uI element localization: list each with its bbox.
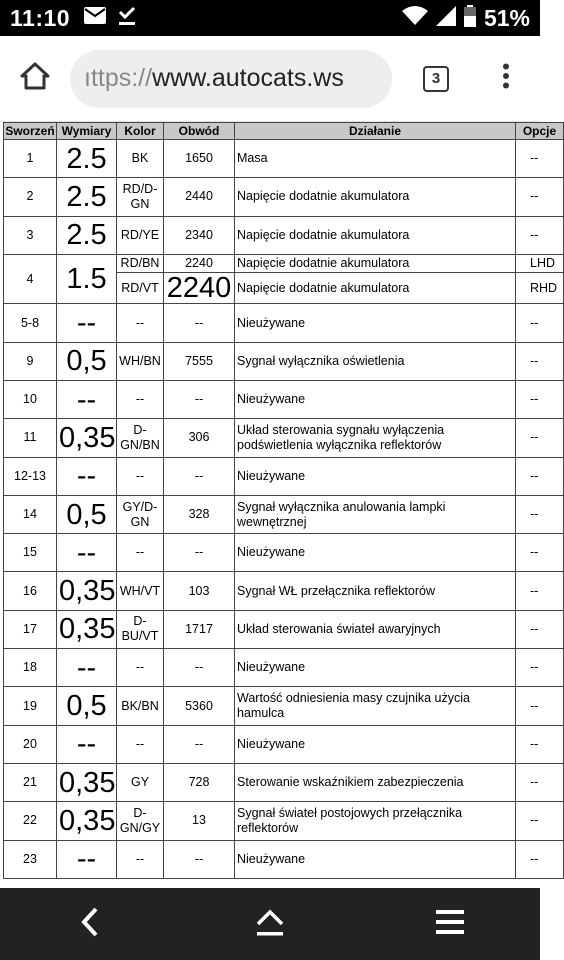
cell-function: Nieużywane: [235, 380, 516, 418]
cell-circuit: 2240: [164, 254, 235, 273]
table-row: [4, 419, 564, 457]
table-header-row: [4, 123, 564, 140]
cell-circuit: 328: [164, 495, 235, 533]
cell-pin: 12-13: [4, 457, 57, 495]
cell-circuit: 1717: [164, 610, 235, 648]
header-color: Kolor: [117, 123, 164, 140]
cell-size: 2.5: [57, 178, 117, 216]
cell-size: 0,35: [57, 802, 117, 840]
header-circuit: Obwód: [164, 123, 235, 140]
cell-size: 0,35: [57, 419, 117, 457]
battery-percent: 51%: [483, 4, 530, 31]
system-nav-bar: [0, 888, 540, 960]
status-time: 11:10: [10, 4, 71, 31]
cell-function: Sygnał wyłącznika oświetlenia: [235, 342, 516, 380]
cell-size: 0,35: [57, 572, 117, 610]
table-row: [4, 380, 564, 418]
cell-size: 2.5: [57, 140, 117, 178]
cell-pin: 3: [4, 216, 57, 254]
table-row: [4, 342, 564, 380]
cell-pin: 16: [4, 572, 57, 610]
cell-color: --: [117, 534, 164, 572]
cell-option: --: [516, 840, 564, 878]
home-button[interactable]: [0, 36, 70, 122]
cell-option: --: [516, 763, 564, 801]
cell-pin: 10: [4, 380, 57, 418]
back-icon: [80, 907, 100, 942]
cell-pin: 22: [4, 802, 57, 840]
page-content[interactable]: [0, 122, 558, 888]
nav-home-button[interactable]: [230, 888, 310, 960]
wifi-icon: [402, 6, 428, 31]
cell-option: --: [516, 687, 564, 725]
table-row: [4, 572, 564, 610]
cell-function: Nieużywane: [235, 840, 516, 878]
table-row: [4, 304, 564, 342]
cell-function: Napięcie dodatnie akumulatora: [235, 216, 516, 254]
header-options: Opcje: [516, 123, 564, 140]
table-row: [4, 687, 564, 725]
cell-circuit: 2240: [164, 273, 235, 304]
cell-circuit: --: [164, 840, 235, 878]
cell-pin: 4: [4, 254, 57, 304]
cell-color: WH/BN: [117, 342, 164, 380]
cell-option: LHD: [516, 254, 564, 273]
signal-icon: [436, 6, 456, 31]
cell-size: 0,35: [57, 610, 117, 648]
nav-menu-button[interactable]: [410, 888, 490, 960]
cell-size: 0,5: [57, 687, 117, 725]
table-row: [4, 610, 564, 648]
table-row: [4, 216, 564, 254]
cell-circuit: 2340: [164, 216, 235, 254]
cell-pin: 20: [4, 725, 57, 763]
cell-option: --: [516, 802, 564, 840]
cell-size: 2.5: [57, 216, 117, 254]
cell-option: --: [516, 140, 564, 178]
tab-switcher-button[interactable]: [396, 36, 476, 122]
cell-circuit: 5360: [164, 687, 235, 725]
cell-pin: 5-8: [4, 304, 57, 342]
cell-color: --: [117, 457, 164, 495]
pinout-table: [3, 122, 564, 879]
cell-pin: 11: [4, 419, 57, 457]
cell-color: --: [117, 840, 164, 878]
cell-size: --: [57, 457, 117, 495]
cell-circuit: 7555: [164, 342, 235, 380]
url-scheme: ıttps://: [84, 64, 153, 92]
mail-icon: [84, 7, 106, 29]
table-row: [4, 254, 564, 273]
table-row: [4, 457, 564, 495]
cell-color: RD/D-GN: [117, 178, 164, 216]
cell-circuit: --: [164, 534, 235, 572]
cell-color: --: [117, 649, 164, 687]
battery-icon: [464, 5, 476, 32]
cell-option: --: [516, 178, 564, 216]
cell-pin: 21: [4, 763, 57, 801]
tab-count: 3: [423, 66, 449, 92]
cell-option: --: [516, 216, 564, 254]
cell-function: Sygnał świateł postojowych przełącznika reflektorów: [235, 802, 516, 840]
cell-size: 0,35: [57, 763, 117, 801]
table-row: [4, 763, 564, 801]
cell-option: --: [516, 495, 564, 533]
cell-option: --: [516, 610, 564, 648]
cell-circuit: 13: [164, 802, 235, 840]
cell-function: Sygnał WŁ przełącznika reflektorów: [235, 572, 516, 610]
cell-pin: 2: [4, 178, 57, 216]
cell-pin: 23: [4, 840, 57, 878]
header-function: Działanie: [235, 123, 516, 140]
cell-size: 0,5: [57, 495, 117, 533]
home-chevron-icon: [255, 907, 285, 942]
cell-size: --: [57, 840, 117, 878]
nav-back-button[interactable]: [50, 888, 130, 960]
cell-circuit: --: [164, 457, 235, 495]
cell-pin: 15: [4, 534, 57, 572]
cell-size: --: [57, 725, 117, 763]
cell-option: --: [516, 572, 564, 610]
cell-option: --: [516, 380, 564, 418]
status-bar: [0, 0, 540, 36]
cell-function: Sygnał wyłącznika anulowania lampki wewnętrznej: [235, 495, 516, 533]
cell-function: Nieużywane: [235, 304, 516, 342]
cell-pin: 14: [4, 495, 57, 533]
cell-size: --: [57, 649, 117, 687]
cell-pin: 19: [4, 687, 57, 725]
cell-size: 0,5: [57, 342, 117, 380]
cell-function: Nieużywane: [235, 534, 516, 572]
cell-color: RD/BN: [117, 254, 164, 273]
cell-circuit: 103: [164, 572, 235, 610]
cell-size: --: [57, 534, 117, 572]
header-size: Wymiary: [57, 123, 117, 140]
cell-function: Nieużywane: [235, 725, 516, 763]
table-row: [4, 140, 564, 178]
cell-color: D-GN/BN: [117, 419, 164, 457]
more-vert-icon: [502, 63, 510, 94]
cell-color: D-BU/VT: [117, 610, 164, 648]
browser-toolbar: [0, 36, 540, 122]
cell-color: D-GN/GY: [117, 802, 164, 840]
table-row: [4, 802, 564, 840]
header-pin: Sworzeń: [5, 124, 55, 138]
cell-size: --: [57, 304, 117, 342]
cell-circuit: 728: [164, 763, 235, 801]
table-row: [4, 495, 564, 533]
cell-option: --: [516, 649, 564, 687]
table-row: [4, 534, 564, 572]
cell-pin: 18: [4, 649, 57, 687]
cell-option: --: [516, 304, 564, 342]
menu-lines-icon: [436, 909, 464, 940]
cell-size: --: [57, 380, 117, 418]
cell-circuit: --: [164, 380, 235, 418]
cell-circuit: 306: [164, 419, 235, 457]
download-done-icon: [118, 6, 136, 31]
cell-option: --: [516, 534, 564, 572]
cell-color: BK: [117, 140, 164, 178]
cell-color: WH/VT: [117, 572, 164, 610]
overflow-menu-button[interactable]: [476, 36, 536, 122]
cell-circuit: 1650: [164, 140, 235, 178]
cell-option: RHD: [516, 273, 564, 304]
cell-option: --: [516, 725, 564, 763]
cell-size: 1.5: [57, 254, 117, 304]
cell-option: --: [516, 457, 564, 495]
cell-function: Napięcie dodatnie akumulatora: [235, 254, 516, 273]
cell-function: Napięcie dodatnie akumulatora: [235, 178, 516, 216]
url-host: www.autocats.ws: [152, 64, 344, 92]
cell-color: --: [117, 304, 164, 342]
cell-function: Masa: [235, 140, 516, 178]
cell-circuit: --: [164, 725, 235, 763]
cell-color: RD/YE: [117, 216, 164, 254]
cell-color: --: [117, 725, 164, 763]
cell-color: GY: [117, 763, 164, 801]
cell-circuit: 2440: [164, 178, 235, 216]
table-row: [4, 725, 564, 763]
table-row: [4, 840, 564, 878]
cell-pin: 1: [4, 140, 57, 178]
cell-function: Układ sterowania sygnału wyłączenia podświetlenia wyłącznika reflektorów: [235, 419, 516, 457]
cell-function: Wartość odniesienia masy czujnika użycia hamulca: [235, 687, 516, 725]
cell-color: --: [117, 380, 164, 418]
cell-function: Napięcie dodatnie akumulatora: [235, 273, 516, 304]
home-icon: [20, 62, 50, 95]
cell-circuit: --: [164, 649, 235, 687]
cell-function: Nieużywane: [235, 649, 516, 687]
cell-color: GY/D-GN: [117, 495, 164, 533]
cell-color: BK/BN: [117, 687, 164, 725]
cell-function: Nieużywane: [235, 457, 516, 495]
cell-pin: 17: [4, 610, 57, 648]
cell-option: --: [516, 342, 564, 380]
cell-pin: 9: [4, 342, 57, 380]
cell-circuit: --: [164, 304, 235, 342]
table-row: [4, 178, 564, 216]
url-bar[interactable]: [70, 50, 392, 108]
cell-color: RD/VT: [117, 273, 164, 304]
cell-option: --: [516, 419, 564, 457]
table-row: [4, 649, 564, 687]
cell-function: Sterowanie wskaźnikiem zabezpieczenia: [235, 763, 516, 801]
cell-function: Układ sterowania świateł awaryjnych: [235, 610, 516, 648]
